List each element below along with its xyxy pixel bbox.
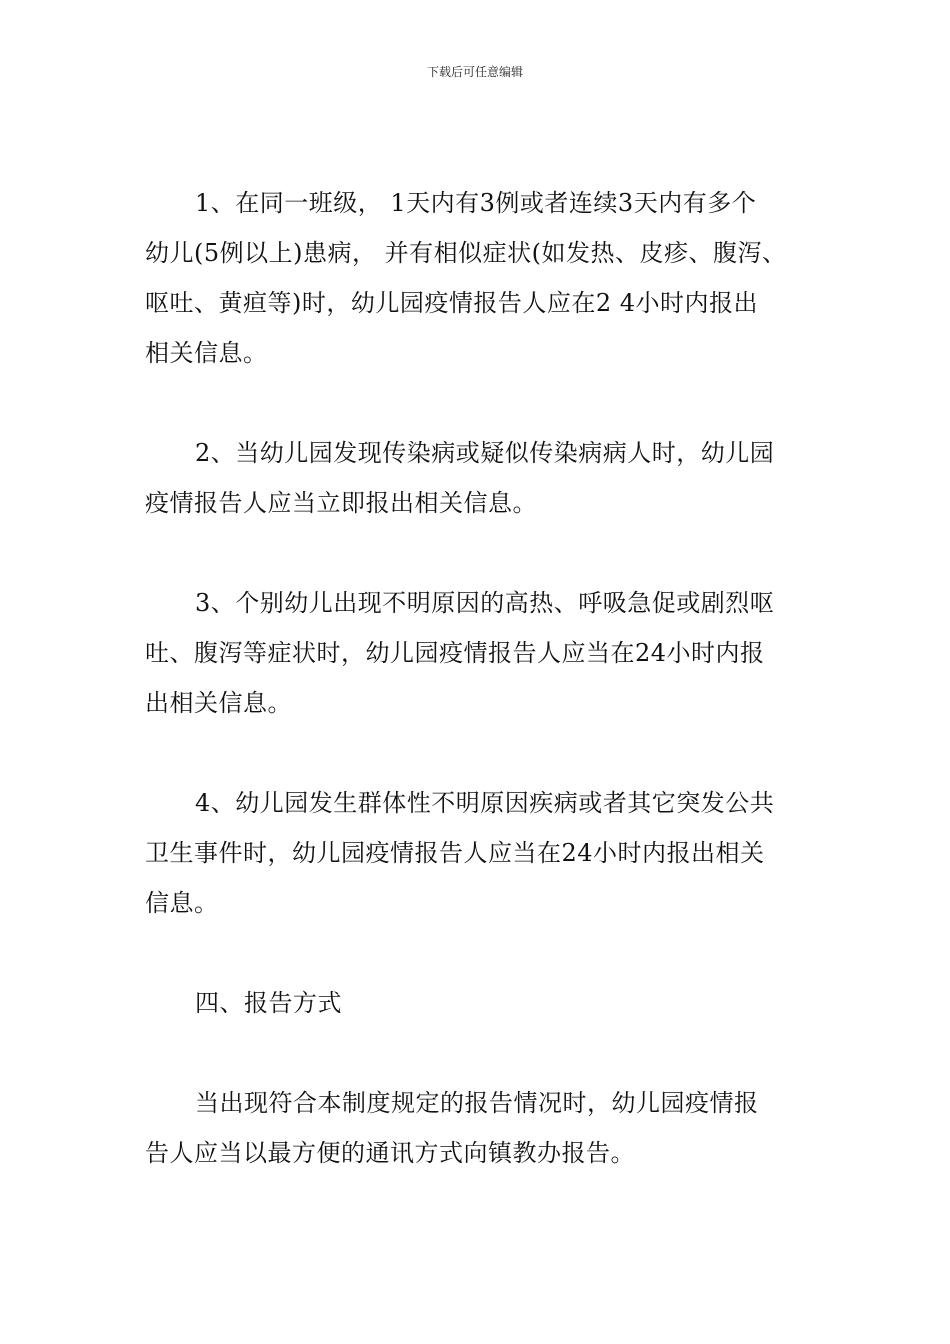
text-line: 幼儿(5例以上)患病， 并有相似症状(如发热、皮疹、腹泻、 — [145, 239, 787, 267]
paragraph-1 — [145, 178, 820, 378]
text-line: 3、个别幼儿出现不明原因的高热、呼吸急促或剧烈呕 — [195, 589, 775, 617]
paragraph-3 — [145, 578, 820, 728]
text-line: 当出现符合本制度规定的报告情况时，幼儿园疫情报 — [195, 1089, 759, 1117]
text-line: 信息。 — [145, 889, 219, 917]
text-line: 相关信息。 — [145, 339, 268, 367]
text-line: 4、幼儿园发生群体性不明原因疾病或者其它突发公共 — [195, 789, 775, 817]
section-heading — [145, 978, 820, 1028]
paragraph-5 — [145, 1078, 820, 1178]
paragraph-4 — [145, 778, 820, 928]
text-line: 呕吐、黄疸等)时，幼儿园疫情报告人应在2 4小时内报出 — [145, 289, 759, 317]
text-line: 疫情报告人应当立即报出相关信息。 — [145, 489, 537, 517]
header-note: 下载后可任意编辑 — [426, 65, 523, 79]
text-line: 告人应当以最方便的通讯方式向镇教办报告。 — [145, 1139, 635, 1167]
paragraph-2 — [145, 428, 820, 528]
text-line: 2、当幼儿园发现传染病或疑似传染病病人时，幼儿园 — [195, 439, 775, 467]
document-body — [145, 178, 820, 1178]
text-line: 吐、腹泻等症状时，幼儿园疫情报告人应当在24小时内报 — [145, 639, 765, 667]
text-line: 四、报告方式 — [195, 989, 342, 1017]
text-line: 卫生事件时，幼儿园疫情报告人应当在24小时内报出相关 — [145, 839, 765, 867]
text-line: 出相关信息。 — [145, 689, 292, 717]
text-line: 1、在同一班级， 1天内有3例或者连续3天内有多个 — [195, 189, 757, 217]
